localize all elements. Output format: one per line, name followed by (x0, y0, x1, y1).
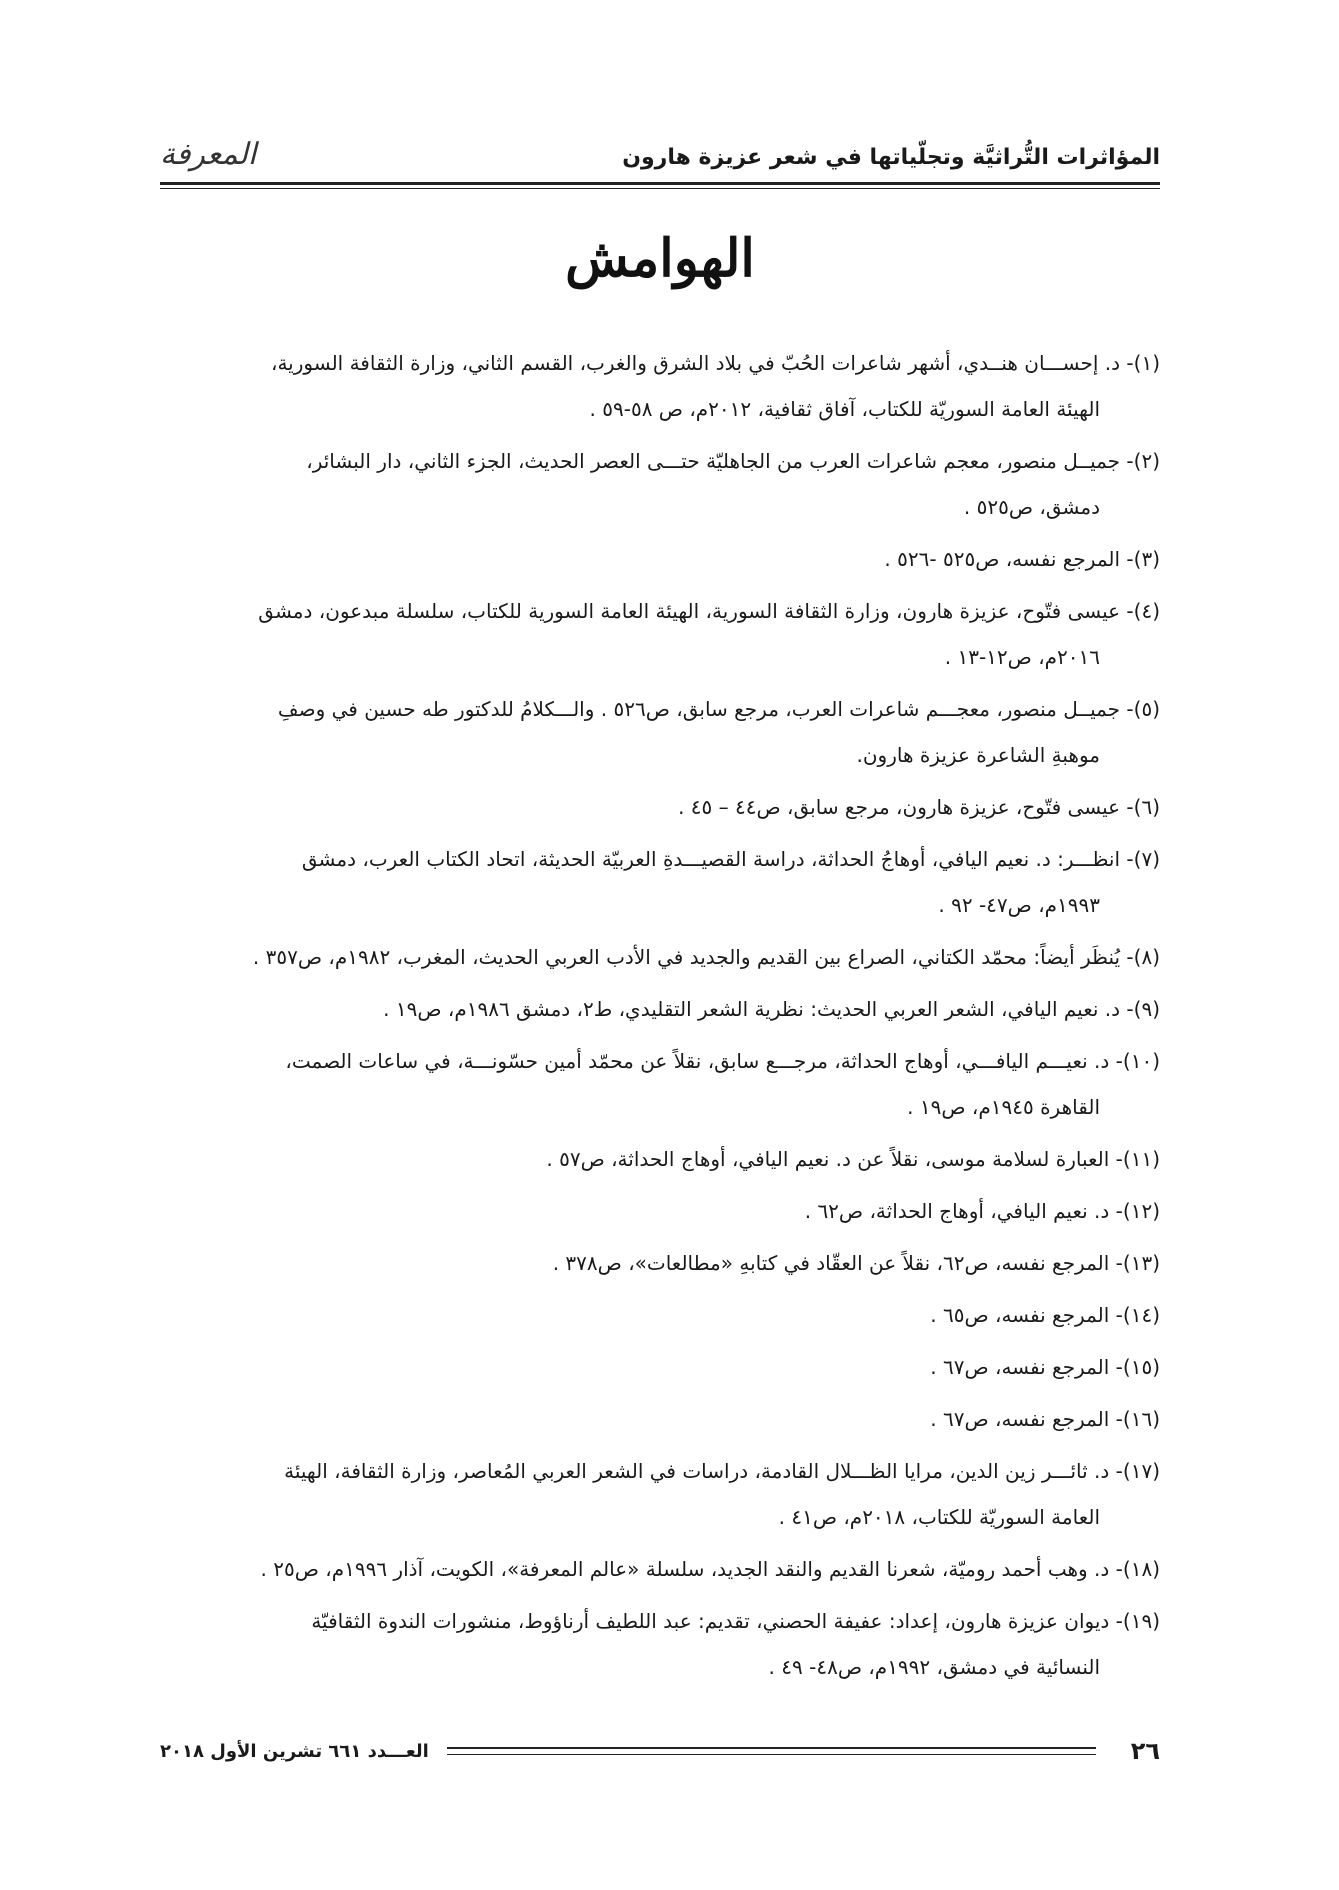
footnote-number: (٦)- (1120, 795, 1160, 819)
issue-info: العـــدد ٦٦١ تشرين الأول ٢٠١٨ (160, 1740, 429, 1762)
footnote-continuation: الهيئة العامة السوريّة للكتاب، آفاق ثقافية، ٢٠١٢م، ص ٥٨-٥٩ . (589, 397, 1100, 421)
journal-logo: المعرفة (160, 137, 257, 172)
footnote-number: (٨)- (1120, 945, 1160, 969)
footnote-number: (٥)- (1120, 697, 1160, 721)
article-title: المؤاثرات التُّراثيَّة وتجلّياتها في شعر عزيزة هارون (622, 145, 1160, 170)
footnote-item (160, 1038, 1160, 1130)
footnote-continuation: النسائية في دمشق، ١٩٩٢م، ص٤٨- ٤٩ . (768, 1655, 1100, 1679)
footnote-item (160, 340, 1160, 432)
footnote-number: (٧)- (1120, 847, 1160, 871)
footnote-text: ديوان عزيزة هارون، إعداد: عفيفة الحصني، تقديم: عبد اللطيف أرناؤوط، منشورات الندوة الثقافيّة (311, 1609, 1110, 1633)
footnote-text: د. وهب أحمد روميّة، شعرنا القديم والنقد الجديد، سلسلة «عالم المعرفة»، الكويت، آذار ١٩٩٦م، ص٢٥ . (260, 1557, 1110, 1581)
footnote-continuation: ١٩٩٣م، ص٤٧- ٩٢ . (938, 893, 1100, 917)
footnote-number: (١٧)- (1109, 1459, 1160, 1483)
footnote-number: (٢)- (1120, 449, 1160, 473)
footnote-number: (١٢)- (1109, 1199, 1160, 1223)
footnote-continuation: دمشق، ص٥٢٥ . (963, 495, 1100, 519)
footnote-number: (١٠)- (1109, 1049, 1160, 1073)
footnote-continuation: ٢٠١٦م، ص١٢-١٣ . (944, 645, 1100, 669)
footnote-number: (١٩)- (1109, 1609, 1160, 1633)
header-rule (160, 182, 1160, 185)
footnote-text: المرجع نفسه، ص٥٢٥ -٥٢٦ . (884, 547, 1121, 571)
footnote-item (160, 1546, 1160, 1592)
footnote-text: العبارة لسلامة موسى، نقلاً عن د. نعيم اليافي، أوهاج الحداثة، ص٥٧ . (546, 1147, 1110, 1171)
footnote-continuation: موهبةِ الشاعرة عزيزة هارون. (856, 743, 1100, 767)
footnote-item (160, 1598, 1160, 1690)
footnote-item (160, 1448, 1160, 1540)
footnote-item (160, 1396, 1160, 1442)
footnote-text: عيسى فتّوح، عزيزة هارون، مرجع سابق، ص٤٤ – ٤٥ . (678, 795, 1121, 819)
running-header (160, 128, 1160, 178)
footnote-text: انظـــر: د. نعيم اليافي، أوهاجُ الحداثة، دراسة القصيـــدةِ العربيّة الحديثة، اتحاد الكتاب العرب، دمشق (301, 847, 1121, 871)
footnote-number: (١٨)- (1109, 1557, 1160, 1581)
footnote-text: د. ثائـــر زين الدين، مرايا الظـــلال القادمة، دراسات في الشعر العربي المُعاصر، وزارة الثقافة، الهيئة (284, 1459, 1110, 1483)
header-rule-thin (160, 188, 1160, 189)
footnotes-list (160, 340, 1160, 1696)
footnote-text: المرجع نفسه، ص٦٥ . (930, 1303, 1110, 1327)
footnote-text: جميــل منصور، معجم شاعرات العرب من الجاهليّة حتـــى العصر الحديث، الجزء الثاني، دار البشائر، (306, 449, 1121, 473)
footnote-item (160, 836, 1160, 928)
footnote-number: (١٦)- (1109, 1407, 1160, 1431)
footnote-text: جميــل منصور، معجـــم شاعرات العرب، مرجع سابق، ص٥٢٦ . والـــكلامُ للدكتور طه حسين في وصفِ (277, 697, 1121, 721)
page-number: ٢٦ (1130, 1737, 1160, 1765)
footnote-number: (١٤)- (1109, 1303, 1160, 1327)
footnote-number: (٣)- (1120, 547, 1160, 571)
footnote-continuation: العامة السوريّة للكتاب، ٢٠١٨م، ص٤١ . (778, 1505, 1100, 1529)
footnote-text: المرجع نفسه، ص٦٧ . (930, 1407, 1110, 1431)
footnote-item (160, 686, 1160, 778)
footnote-number: (١١)- (1109, 1147, 1160, 1171)
footnote-item (160, 784, 1160, 830)
footnote-number: (١٣)- (1109, 1251, 1160, 1275)
footnote-text: يُنظَر أيضاً: محمّد الكتاني، الصراع بين القديم والجديد في الأدب العربي الحديث، المغرب، ١٩٨٢م، ص٣٥٧ . (252, 945, 1121, 969)
footnote-item (160, 934, 1160, 980)
footnote-text: د. نعيم اليافي، أوهاج الحداثة، ص٦٢ . (804, 1199, 1110, 1223)
section-title: الهوامش (565, 228, 755, 289)
footnote-item (160, 986, 1160, 1032)
footnote-number: (٤)- (1120, 599, 1160, 623)
footnote-item (160, 1136, 1160, 1182)
footnote-number: (١)- (1120, 351, 1160, 375)
footnote-number: (١٥)- (1109, 1355, 1160, 1379)
footnote-item (160, 1240, 1160, 1286)
footnote-item (160, 1344, 1160, 1390)
footnote-number: (٩)- (1120, 997, 1160, 1021)
footnote-text: عيسى فتّوح، عزيزة هارون، وزارة الثقافة السورية، الهيئة العامة السورية للكتاب، سلسلة مبدعون، دمشق (258, 599, 1121, 623)
footnote-item (160, 438, 1160, 530)
page-footer (160, 1736, 1160, 1766)
footer-rule (447, 1747, 1096, 1755)
footnote-item (160, 1188, 1160, 1234)
footnote-text: د. إحســـان هنــدي، أشهر شاعرات الحُبّ في بلاد الشرق والغرب، القسم الثاني، وزارة الثقافة السورية، (271, 351, 1121, 375)
footnote-continuation: القاهرة ١٩٤٥م، ص١٩ . (907, 1095, 1100, 1119)
footnote-text: المرجع نفسه، ص٦٧ . (930, 1355, 1110, 1379)
footnote-item (160, 1292, 1160, 1338)
footnote-text: المرجع نفسه، ص٦٢، نقلاً عن العقّاد في كتابهِ «مطالعات»، ص٣٧٨ . (552, 1251, 1110, 1275)
footnote-item (160, 588, 1160, 680)
footnote-text: د. نعيم اليافي، الشعر العربي الحديث: نظرية الشعر التقليدي، ط٢، دمشق ١٩٨٦م، ص١٩ . (383, 997, 1121, 1021)
footnote-text: د. نعيـــم اليافـــي، أوهاج الحداثة، مرجـــع سابق، نقلاً عن محمّد أمين حسّونـــة، في ساعات الصمت، (285, 1049, 1110, 1073)
document-page (160, 0, 1160, 1890)
footnote-item (160, 536, 1160, 582)
